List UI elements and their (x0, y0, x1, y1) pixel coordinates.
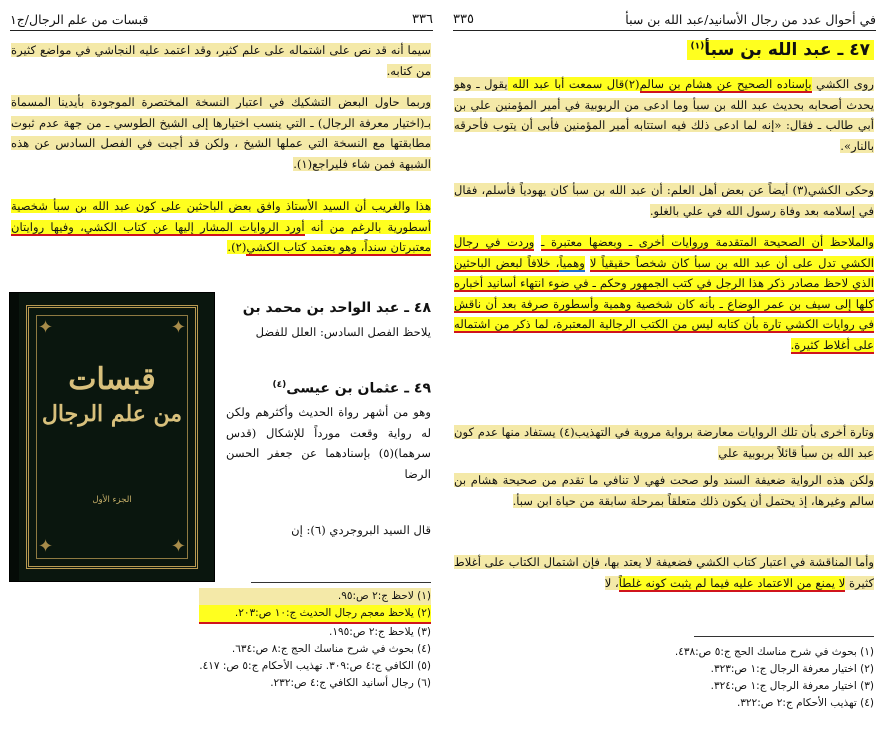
lp1-text: سيما أنه قد نص على اشتماله على علم كثير، وقد اعتمد عليه النجاشي في مواضع كثيرة من كتابه. (11, 43, 431, 78)
right-page-header (453, 8, 876, 31)
ornament-icon: ✦ (38, 536, 54, 557)
cover-title-line2: من علم الرجال (41, 401, 183, 427)
entry-heading-47 (687, 40, 874, 60)
cover-volume: الجزء الأول (92, 495, 132, 505)
header-title: قبسات من علم الرجال/ج١ (10, 11, 149, 27)
page-number: ٣٣٥ (453, 11, 474, 27)
ornament-icon: ✦ (38, 317, 54, 338)
footnote-2: (٢) يلاحظ معجم رجال الحديث ج:١٠ ص:٢٠٣. (199, 605, 431, 624)
book-cover-image (9, 292, 215, 582)
page-number: ٣٣٦ (412, 11, 433, 27)
paragraph-4 (454, 422, 874, 463)
paragraph-5 (454, 470, 874, 511)
cover-title-line1: قبسات (68, 362, 156, 397)
p3-highlight-not-imaginary: وهمياً (559, 255, 585, 270)
left-paragraph-2 (11, 92, 431, 174)
footnotes (199, 588, 431, 692)
ornament-icon: ✦ (170, 536, 186, 557)
entry-48-text: يلاحظ الفصل السادس: العلل للفضل (255, 325, 431, 339)
left-paragraph-3 (11, 196, 431, 258)
footnote-divider (251, 582, 431, 583)
heading-ref: (١) (690, 41, 705, 52)
left-paragraph-1 (11, 40, 431, 81)
lp3-highlight-two-reports: ، وفيها روايتان معتبرتان سنداً، (11, 219, 431, 254)
heading-text: ٤٧ ـ عبد الله بن سبأ (704, 40, 870, 60)
entry-49-text-2: قال السيد البروجردي (٦): إن (291, 523, 431, 537)
lp3-highlight-kashshi: أورد الروايات المشار إليها عن كتاب الكشي (83, 219, 305, 234)
p6-tail: ، لا (604, 575, 619, 590)
p1-body: يقول ـ وهو يحدث أصحابه بحديث عبد الله بن سبأ وما ادعى من الربوبية في أمير المؤمنين علي بن أبي طالب ـ فقال: «إنه لما ادعى ذلك فيه استتابه أمير المؤمنين فأبى أن يتوب فأحرقه بالنار». (454, 77, 874, 153)
left-page-header (10, 8, 433, 31)
p3-body: ، خلافاً لبعض الباحثين الذي لاحظ مصادر ذكر هذا الرجل في كتب الجمهور وحكم ـ في ضوء انتهاء أسانيد أخباره كلها إلى سيف بن عمر الوضاع ـ بأنه كان شخصية وهمية وأسطورة صرفة بعد أن ناقش في روايات الكشي تارة بأن كتابه ليس من الكتب الرجالية المعتبرة، لما ذكر من اشتماله على أغلاط كثيرة. (454, 255, 874, 352)
p3-highlight-sahih: أن الصحيحة المتقدمة وروايات أخرى ـ وبعضها معتبرة ـ (540, 235, 824, 249)
footnote-4: (٤) بحوث في شرح مناسك الحج ج:٨ ص:٦٣٤. (231, 643, 431, 655)
footnote-6: (٦) رجال أسانيد الكافي ج:٤ ص:٢٣٢. (270, 677, 431, 689)
p3-highlight-real-person: وردت في رجال الكشي تدل على أن عبد الله بن سبأ كان شخصاً حقيقياً لا (454, 235, 874, 270)
ornament-icon: ✦ (170, 317, 186, 338)
lp3-text: هذا والغريب أن السيد الأستاذ وافق بعض الباحثين على كون عبد الله بن سبأ شخصية أسطورية بالرغم من أنه (11, 199, 431, 234)
lp3-highlight-relies: وهو يعتمد كتاب الكشي (246, 240, 357, 254)
entry-heading-49 (272, 380, 431, 397)
footnote-divider (694, 636, 874, 637)
footnotes (675, 644, 874, 712)
lp3-ref: (٢). (227, 240, 247, 254)
p1-quote-intro: (٢)قال سمعت أبا عبد الله (507, 77, 640, 91)
p3-lead: والملاحظ (823, 235, 874, 249)
book-spine (10, 293, 19, 581)
p4-text: وتارة أخرى بأن تلك الروايات معارضة برواية مروية في التهذيب(٤) يستفاد منها عدم كون عبد الله بن سبأ قائلاً بربوبية علي (454, 425, 874, 460)
p2-text: وحكى الكشي(٣) أيضاً عن بعض أهل العلم: أن عبد الله بن سبأ كان يهودياً فأسلم، فقال في إسلامه بعد وفاة رسول الله في علي بالغلو. (454, 183, 874, 218)
lp2-text: وربما حاول البعض التشكيك في اعتبار النسخة المختصرة الموجودة بأيدينا المسماة بـ(اختيار معرفة الرجال) ـ التي ينسب اختيارها إلى الشيخ الطوسي ـ من جهة عدم ثبوت مطابقتها مع النسخة التي عملها الشيخ ، ولكن قد أجبت في الفصل السادس عن هذه الشبهة فمن شاء فليراجع(١). (11, 95, 431, 171)
paragraph-2 (454, 180, 874, 221)
footnote-1: (١) لاحظ ج:٢ ص:٩٥. (199, 588, 431, 605)
footnote-4: (٤) تهذيب الأحكام ج:٢ ص:٣٢٢. (736, 697, 874, 709)
paragraph-1 (454, 74, 874, 156)
p6-text: وأما المناقشة في اعتبار كتاب الكشي فضعيفة لا يعتد بها، فإن اشتمال الكتاب على أغلاط كثيرة (454, 555, 874, 590)
paragraph-6 (454, 552, 874, 593)
footnote-3: (٣) يلاحظ ج:٢ ص:١٩٥. (329, 626, 431, 638)
footnote-2: (٢) اختيار معرفة الرجال ج:١ ص:٣٢٣. (710, 663, 874, 675)
header-title: في أحوال عدد من رجال الأسانيد/عبد الله بن سبأ (625, 11, 876, 27)
entry-49-text: وهو من أشهر رواة الحديث وأكثرهم ولكن له رواية وقعت مورداً للإشكال (قدس سرهما)(٥) بإسنادهما عن جعفر الحسن الرضا (226, 405, 431, 481)
p1-intro: روى الكشي (811, 77, 874, 91)
entry-heading-48: ٤٨ ـ عبد الواحد بن محمد بن (242, 300, 431, 316)
heading-49-text: ٤٩ ـ عثمان بن عيسى (286, 380, 431, 397)
p5-text: ولكن هذه الرواية ضعيفة السند ولو صحت فهي لا تنافي ما تقدم من صحيحة هشام بن سالم وغيرها، إذ يحتمل أن يكون ذلك متعلقاً بمرحلة سابقة من حياة ابن سبأ. (454, 473, 874, 508)
cover-title (10, 363, 214, 431)
heading-49-ref: (٤) (272, 380, 287, 390)
right-page (443, 0, 886, 750)
p6-highlight: لا يمنع من الاعتماد عليه فيما لم يثبت كونه غلطاً (618, 575, 846, 590)
cover-inner-frame (36, 315, 188, 559)
footnote-1: (١) بحوث في شرح مناسك الحج ج:٥ ص:٤٣٨. (674, 646, 874, 658)
footnote-3: (٣) اختيار معرفة الرجال ج:١ ص:٣٢٤. (710, 680, 874, 692)
paragraph-3 (454, 232, 874, 355)
p1-highlight-sahih: بإسناده الصحيح عن هشام بن سالم (639, 77, 812, 91)
footnote-5: (٥) الكافي ج:٤ ص:٣٠٩. تهذيب الأحكام ج:٥ ص: ٤١٧. (199, 660, 431, 672)
